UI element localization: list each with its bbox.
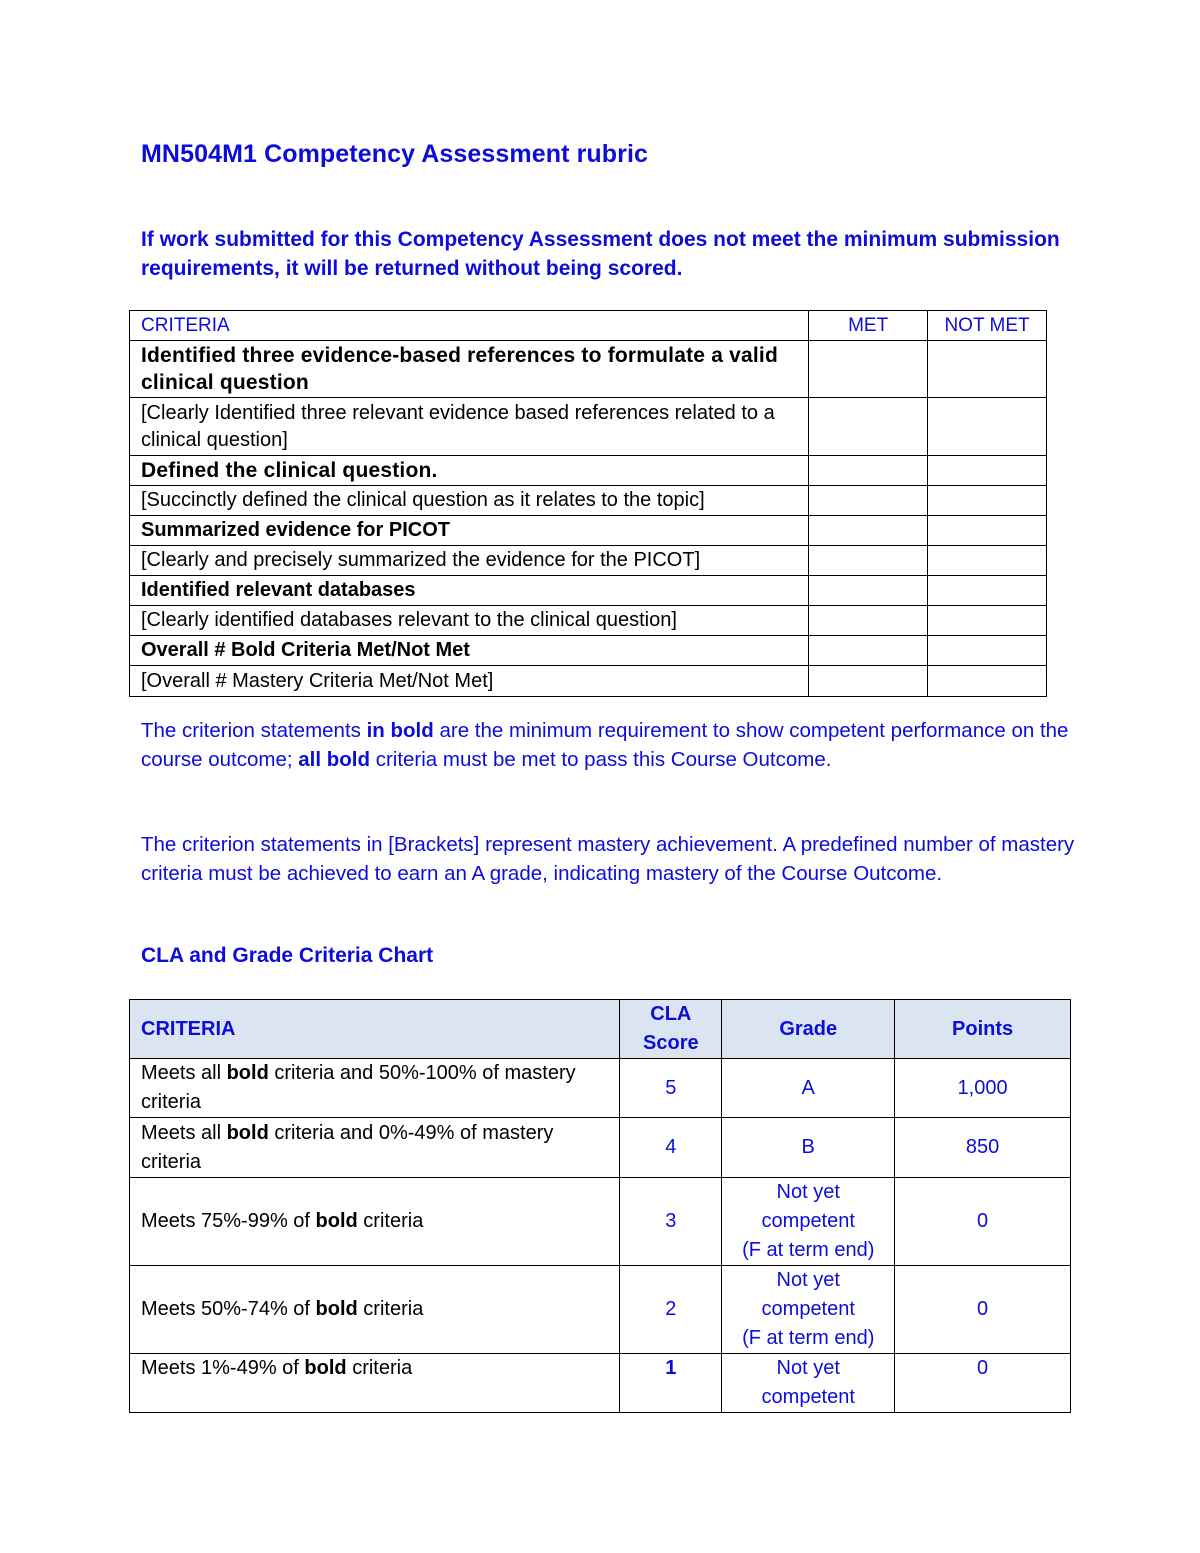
grade-criterion: Meets 50%-74% of bold criteria (130, 1266, 620, 1354)
rubric-met-cell[interactable] (809, 666, 928, 697)
rubric-row (130, 636, 1047, 666)
rubric-criterion-mastery: [Succinctly defined the clinical question as it relates to the topic] (130, 486, 809, 516)
rubric-header-criteria: CRITERIA (130, 311, 809, 341)
rubric-row (130, 516, 1047, 546)
grade-criterion: Meets all bold criteria and 0%-49% of mastery criteria (130, 1118, 620, 1178)
grade-criteria-table (129, 999, 1071, 1413)
intro-statement: If work submitted for this Competency Assessment does not meet the minimum submission requirements, it will be returned without being scored. (141, 228, 1060, 280)
rubric-criterion-bold: Defined the clinical question. (130, 456, 809, 486)
cla-score: 5 (620, 1059, 722, 1118)
grade-header-cla-score: CLA Score (620, 1000, 722, 1059)
rubric-met-cell[interactable] (809, 486, 928, 516)
grade-row (130, 1059, 1071, 1118)
rubric-criterion-bold: Identified relevant databases (130, 576, 809, 606)
rubric-row (130, 546, 1047, 576)
mastery-criteria-note: The criterion statements in [Brackets] represent mastery achievement. A predefined number of mastery criteria must be achieved to earn an A grade, indicating mastery of the Course Outcome. (141, 833, 1075, 885)
rubric-header-met: MET (809, 311, 928, 341)
bold-criteria-note: The criterion statements in bold are the minimum requirement to show competent performance on the course outcome; all bold criteria must be met to pass this Course Outcome. (141, 719, 1069, 771)
rubric-not-met-cell[interactable] (928, 636, 1047, 666)
grade-header-row (130, 1000, 1071, 1059)
cla-score: 2 (620, 1266, 722, 1354)
rubric-not-met-cell[interactable] (928, 546, 1047, 576)
grade-row (130, 1178, 1071, 1266)
rubric-met-cell[interactable] (809, 546, 928, 576)
rubric-criterion-mastery: [Clearly Identified three relevant evidence based references related to a clinical question] (130, 398, 809, 456)
cla-score: 1 (620, 1354, 722, 1413)
rubric-overall-bold: Overall # Bold Criteria Met/Not Met (130, 636, 809, 666)
rubric-not-met-cell[interactable] (928, 398, 1047, 456)
rubric-header-not-met: NOT MET (928, 311, 1047, 341)
points-value: 0 (895, 1266, 1071, 1354)
rubric-not-met-cell[interactable] (928, 606, 1047, 636)
grade-value: Not yet competent (F at term end) (722, 1178, 895, 1266)
rubric-header-row (130, 311, 1047, 341)
grade-row (130, 1354, 1071, 1413)
rubric-row (130, 666, 1047, 697)
grade-criterion: Meets 1%-49% of bold criteria (130, 1354, 620, 1413)
rubric-row (130, 576, 1047, 606)
rubric-criterion-mastery: [Clearly and precisely summarized the evidence for the PICOT] (130, 546, 809, 576)
points-value: 850 (895, 1118, 1071, 1178)
rubric-met-cell[interactable] (809, 636, 928, 666)
rubric-row (130, 486, 1047, 516)
rubric-met-cell[interactable] (809, 516, 928, 546)
rubric-row (130, 456, 1047, 486)
grade-chart-title: CLA and Grade Criteria Chart (141, 944, 434, 967)
rubric-row (130, 606, 1047, 636)
grade-header-grade: Grade (722, 1000, 895, 1059)
grade-row (130, 1266, 1071, 1354)
grade-criterion: Meets 75%-99% of bold criteria (130, 1178, 620, 1266)
grade-header-points: Points (895, 1000, 1071, 1059)
grade-row (130, 1118, 1071, 1178)
points-value: 1,000 (895, 1059, 1071, 1118)
rubric-met-cell[interactable] (809, 398, 928, 456)
rubric-not-met-cell[interactable] (928, 516, 1047, 546)
rubric-criterion-bold: Summarized evidence for PICOT (130, 516, 809, 546)
rubric-overall-mastery: [Overall # Mastery Criteria Met/Not Met] (130, 666, 809, 697)
rubric-met-cell[interactable] (809, 606, 928, 636)
points-value: 0 (895, 1354, 1071, 1413)
rubric-not-met-cell[interactable] (928, 666, 1047, 697)
grade-value: B (722, 1118, 895, 1178)
rubric-met-cell[interactable] (809, 576, 928, 606)
points-value: 0 (895, 1178, 1071, 1266)
rubric-met-cell[interactable] (809, 456, 928, 486)
rubric-not-met-cell[interactable] (928, 486, 1047, 516)
grade-criterion: Meets all bold criteria and 50%-100% of mastery criteria (130, 1059, 620, 1118)
grade-header-criteria: CRITERIA (130, 1000, 620, 1059)
cla-score: 4 (620, 1118, 722, 1178)
rubric-criterion-bold: Identified three evidence-based references to formulate a valid clinical question (130, 341, 809, 398)
grade-value: Not yet competent (722, 1354, 895, 1413)
rubric-row (130, 341, 1047, 398)
grade-value: A (722, 1059, 895, 1118)
rubric-not-met-cell[interactable] (928, 456, 1047, 486)
rubric-not-met-cell[interactable] (928, 341, 1047, 398)
cla-score: 3 (620, 1178, 722, 1266)
rubric-row (130, 398, 1047, 456)
rubric-criterion-mastery: [Clearly identified databases relevant to the clinical question] (130, 606, 809, 636)
rubric-table (129, 310, 1047, 697)
rubric-met-cell[interactable] (809, 341, 928, 398)
document-title: MN504M1 Competency Assessment rubric (141, 140, 649, 168)
grade-value: Not yet competent (F at term end) (722, 1266, 895, 1354)
rubric-not-met-cell[interactable] (928, 576, 1047, 606)
